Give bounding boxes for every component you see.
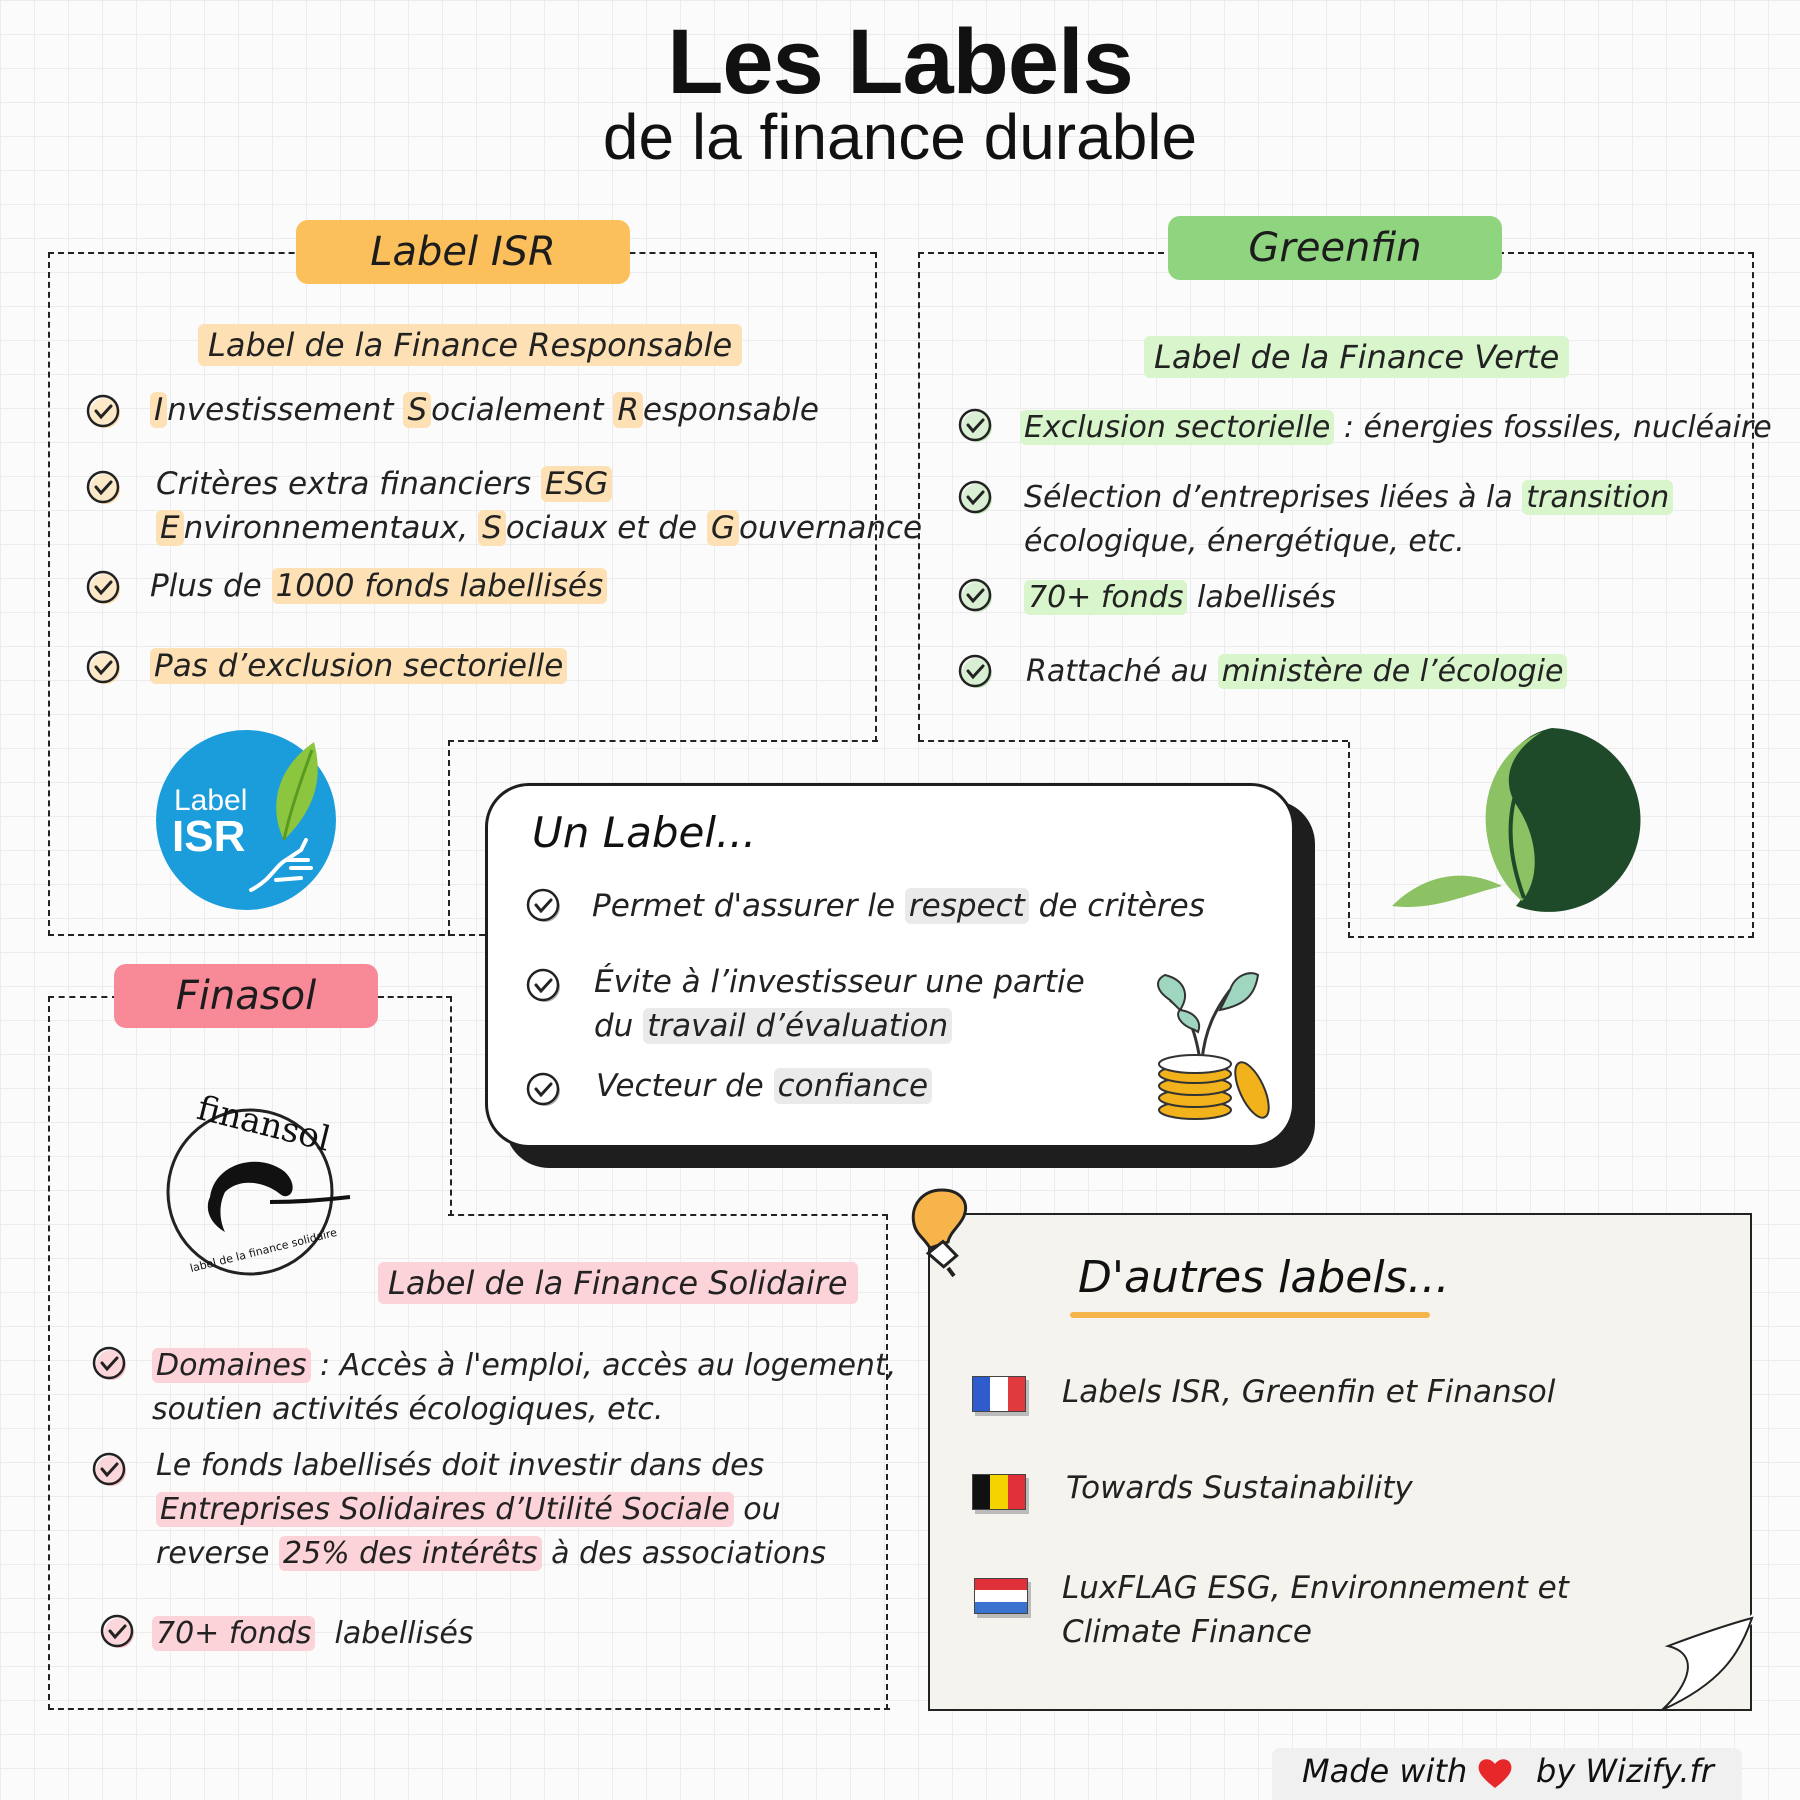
greenfin-item-2 bbox=[1024, 476, 1673, 564]
lightbulb-icon bbox=[904, 1186, 984, 1286]
finansol-item-1-highlight: Domaines bbox=[152, 1348, 311, 1383]
finansol-item-3-text: labellisés bbox=[334, 1616, 474, 1651]
isr-item-2-letter-s: S bbox=[478, 510, 506, 546]
coins-plant-icon bbox=[1150, 970, 1280, 1120]
finansol-item-1 bbox=[152, 1344, 896, 1432]
finansol-item-3-highlight: 70+ fonds bbox=[152, 1616, 315, 1651]
page-curl-icon bbox=[1660, 1614, 1756, 1714]
check-icon bbox=[86, 470, 122, 506]
check-icon bbox=[92, 1452, 128, 1488]
check-icon bbox=[958, 654, 994, 690]
check-icon bbox=[86, 650, 122, 686]
isr-item-1 bbox=[150, 388, 819, 432]
greenfin-item-4-text: Rattaché au bbox=[1026, 654, 1218, 689]
check-icon bbox=[958, 408, 994, 444]
other-label-2: Towards Sustainability bbox=[1066, 1470, 1413, 1506]
isr-logo-isr: ISR bbox=[172, 812, 246, 861]
isr-item-2-esg: ESG bbox=[541, 466, 612, 502]
greenfin-notch bbox=[918, 740, 1348, 745]
finansol-item-1-text: : Accès à l'emploi, accès au logement, bbox=[310, 1348, 897, 1383]
belgium-flag bbox=[972, 1474, 1026, 1510]
isr-item-3 bbox=[150, 564, 607, 608]
center-item-2-text: du bbox=[594, 1008, 644, 1044]
finansol-tag: Finasol bbox=[114, 964, 378, 1028]
isr-item-1-word-3: esponsable bbox=[642, 392, 819, 428]
heart-icon bbox=[1476, 1756, 1514, 1790]
check-icon bbox=[526, 888, 562, 924]
france-flag bbox=[972, 1376, 1026, 1412]
check-icon bbox=[86, 570, 122, 606]
greenfin-item-2-text: Sélection d’entreprises liées à la bbox=[1024, 480, 1523, 515]
finansol-item-2-text-3: à des associations bbox=[541, 1536, 827, 1571]
hand-icon bbox=[246, 820, 326, 900]
finansol-item-2-line-1: Le fonds labellisés doit investir dans des bbox=[156, 1448, 765, 1483]
isr-item-3-text: Plus de bbox=[150, 568, 272, 604]
center-item-2-highlight: travail d’évaluation bbox=[643, 1008, 952, 1044]
finansol-item-2-highlight-2: 25% des intérêts bbox=[279, 1536, 542, 1571]
greenfin-subtitle: Label de la Finance Verte bbox=[1144, 336, 1569, 378]
footer-made-with: Made with bbox=[1302, 1752, 1468, 1790]
center-item-2-line-1: Évite à l’investisseur une partie bbox=[594, 964, 1085, 1000]
isr-item-3-highlight: 1000 fonds labellisés bbox=[272, 568, 608, 604]
center-item-2 bbox=[594, 960, 1085, 1048]
other-label-3-line-2: Climate Finance bbox=[1062, 1614, 1312, 1650]
greenfin-item-4 bbox=[1026, 650, 1567, 694]
isr-subtitle: Label de la Finance Responsable bbox=[198, 324, 742, 366]
other-label-3 bbox=[1062, 1566, 1569, 1654]
greenfin-item-4-highlight: ministère de l’écologie bbox=[1218, 654, 1568, 689]
finansol-top-left bbox=[48, 996, 118, 1001]
center-item-1 bbox=[592, 884, 1205, 928]
center-item-3 bbox=[596, 1064, 932, 1108]
title-underline bbox=[1070, 1312, 1430, 1318]
finansol-item-1-line-2: soutien activités écologiques, etc. bbox=[152, 1392, 664, 1427]
isr-item-2-letter-g: G bbox=[707, 510, 739, 546]
greenfin-item-1-text: : énergies fossiles, nucléaire bbox=[1334, 410, 1772, 445]
greenfin-item-2-highlight: transition bbox=[1522, 480, 1673, 515]
greenfin-item-3 bbox=[1024, 576, 1336, 620]
isr-item-1-letter-i: I bbox=[150, 392, 167, 428]
check-icon bbox=[958, 480, 994, 516]
greenfin-item-3-text: labellisés bbox=[1187, 580, 1336, 615]
center-item-1-text-end: de critères bbox=[1028, 888, 1205, 924]
isr-item-2-word-g: ouvernance bbox=[738, 510, 923, 546]
isr-item-1-letter-s: S bbox=[403, 392, 431, 428]
center-item-1-highlight: respect bbox=[905, 888, 1029, 924]
finansol-top-right bbox=[378, 996, 452, 1216]
check-icon bbox=[958, 578, 994, 614]
finansol-subtitle: Label de la Finance Solidaire bbox=[378, 1262, 858, 1304]
finansol-item-2-text: ou bbox=[733, 1492, 781, 1527]
check-icon bbox=[86, 394, 122, 430]
isr-item-1-word-2: ocialement bbox=[431, 392, 614, 428]
other-label-3-line-1: LuxFLAG ESG, Environnement et bbox=[1062, 1570, 1569, 1606]
page-title: Les Labels bbox=[667, 11, 1133, 113]
finansol-item-2-text-2: reverse bbox=[156, 1536, 279, 1571]
greenfin-item-3-highlight: 70+ fonds bbox=[1024, 580, 1187, 615]
finansol-logo-subtext: label de la finance solidaire bbox=[188, 1225, 339, 1276]
greenfin-item-1-highlight: Exclusion sectorielle bbox=[1020, 410, 1334, 445]
isr-item-1-letter-r: R bbox=[613, 392, 643, 428]
greenfin-item-1 bbox=[1020, 406, 1772, 450]
isr-item-2-text: Critères extra financiers bbox=[156, 466, 542, 502]
greenfin-item-2-line-2: écologique, énergétique, etc. bbox=[1024, 524, 1465, 559]
check-icon bbox=[92, 1346, 128, 1382]
finansol-item-3 bbox=[152, 1612, 473, 1656]
center-item-3-text: Vecteur de bbox=[596, 1068, 774, 1104]
isr-logo-label: Label bbox=[174, 784, 248, 817]
isr-logo bbox=[156, 730, 336, 910]
isr-item-2-word-e: nvironnementaux, bbox=[183, 510, 479, 546]
isr-item-2-letter-e: E bbox=[156, 510, 184, 546]
greenfin-tag: Greenfin bbox=[1168, 216, 1502, 280]
check-icon bbox=[526, 1072, 562, 1108]
center-card-title: Un Label... bbox=[532, 808, 757, 857]
luxembourg-flag bbox=[974, 1578, 1028, 1614]
isr-item-2-word-s: ociaux et de bbox=[505, 510, 707, 546]
finansol-logo-text: finansol bbox=[193, 1088, 335, 1160]
check-icon bbox=[100, 1614, 136, 1650]
other-label-1: Labels ISR, Greenfin et Finansol bbox=[1062, 1374, 1556, 1410]
center-item-1-text: Permet d'assurer le bbox=[592, 888, 905, 924]
greenfin-logo bbox=[1392, 726, 1672, 922]
check-icon bbox=[526, 968, 562, 1004]
isr-item-4 bbox=[150, 644, 567, 688]
isr-tag: Label ISR bbox=[296, 220, 630, 284]
isr-item-2 bbox=[156, 462, 922, 550]
center-item-3-highlight: confiance bbox=[774, 1068, 932, 1104]
footer-by-wizify: by Wizify.fr bbox=[1536, 1752, 1714, 1790]
finansol-item-2-highlight: Entreprises Solidaires d’Utilité Sociale bbox=[156, 1492, 734, 1527]
isr-item-1-word-1: nvestissement bbox=[167, 392, 404, 428]
isr-item-4-highlight: Pas d’exclusion sectorielle bbox=[150, 648, 567, 684]
other-labels-title: D'autres labels... bbox=[1078, 1252, 1450, 1303]
page-subtitle: de la finance durable bbox=[602, 101, 1198, 173]
finansol-item-2 bbox=[156, 1444, 826, 1576]
